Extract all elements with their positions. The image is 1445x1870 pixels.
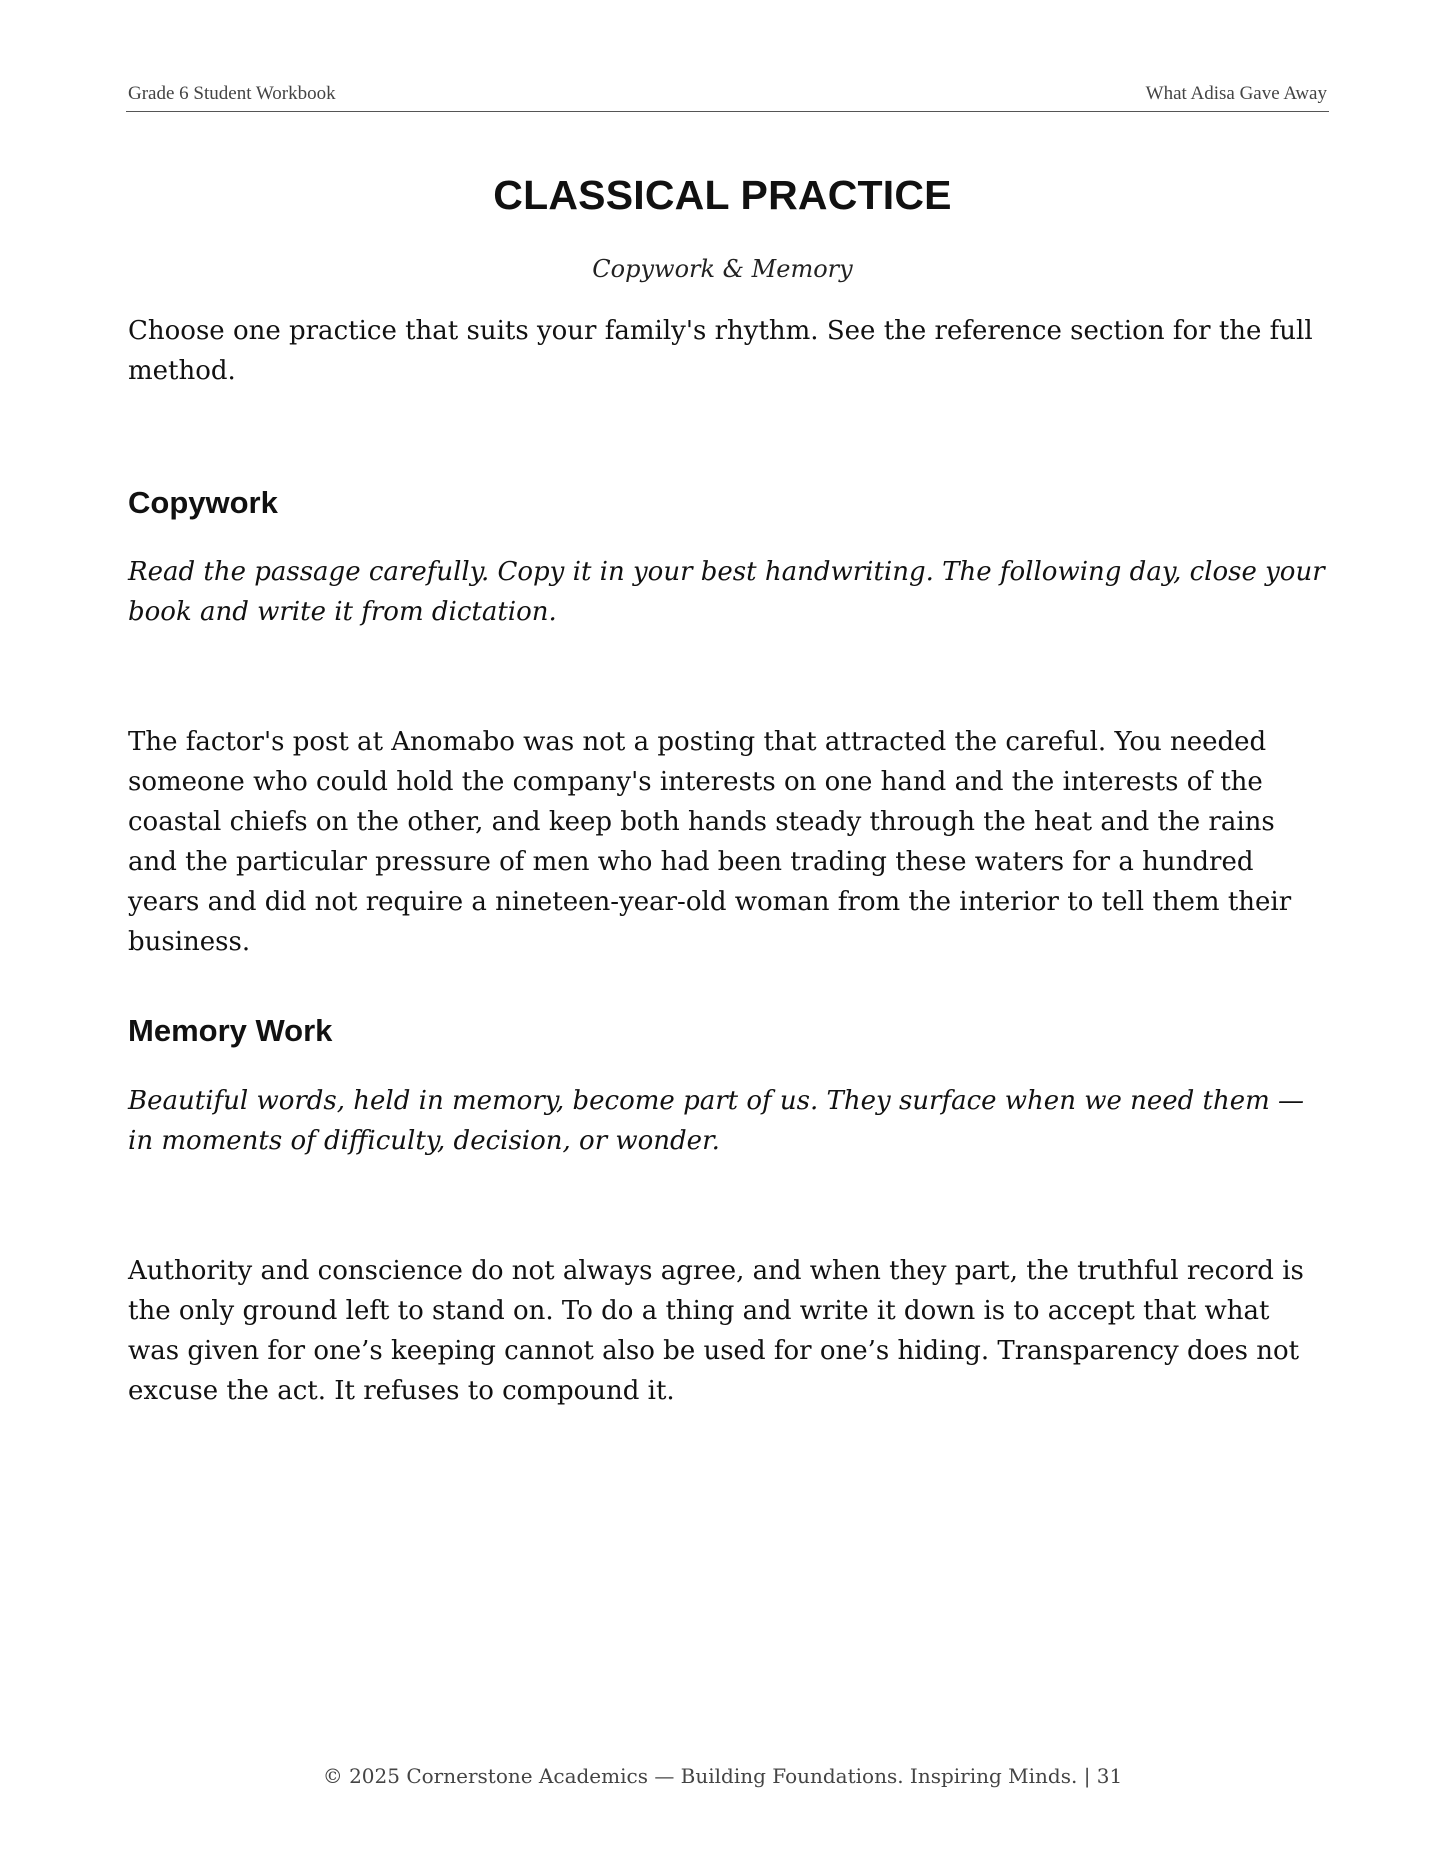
memory-work-instructions: Beautiful words, held in memory, become part of us. They surface when we need them — in moments of difficulty, decision, or wonder. <box>128 1086 1305 1156</box>
page-title: CLASSICAL PRACTICE <box>493 172 952 218</box>
running-header <box>126 83 1329 112</box>
page-footer: © 2025 Cornerstone Academics — Building Foundations. Inspiring Minds. | 31 <box>322 1764 1123 1788</box>
copywork-passage: The factor's post at Anomabo was not a posting that attracted the careful. You needed someone who could hold the company's interests on one hand and the interests of the coastal chiefs on the other, and keep both hands steady through the heat and the rains and the particular pressure of men who had been trading these waters for a hundred years and did not require a nineteen-year-old woman from the interior to tell them their business. <box>128 727 1292 957</box>
header-story-title: What Adisa Gave Away <box>1145 83 1327 104</box>
memory-work-heading: Memory Work <box>128 1013 333 1048</box>
page-subtitle: Copywork & Memory <box>592 255 853 283</box>
copywork-heading: Copywork <box>128 485 278 520</box>
intro-paragraph: Choose one practice that suits your family's rhythm. See the reference section for the full method. <box>128 316 1313 386</box>
header-workbook-name: Grade 6 Student Workbook <box>128 83 336 104</box>
copywork-instructions: Read the passage carefully. Copy it in your best handwriting. The following day, close your book and write it from dictation. <box>128 557 1325 627</box>
memory-work-passage: Authority and conscience do not always agree, and when they part, the truthful record is the only ground left to stand on. To do a thing and write it down is to accept that what was given for one’s keeping cannot also be used for one’s hiding. Transparency does not excuse the act. It refuses to compound it. <box>128 1256 1304 1406</box>
